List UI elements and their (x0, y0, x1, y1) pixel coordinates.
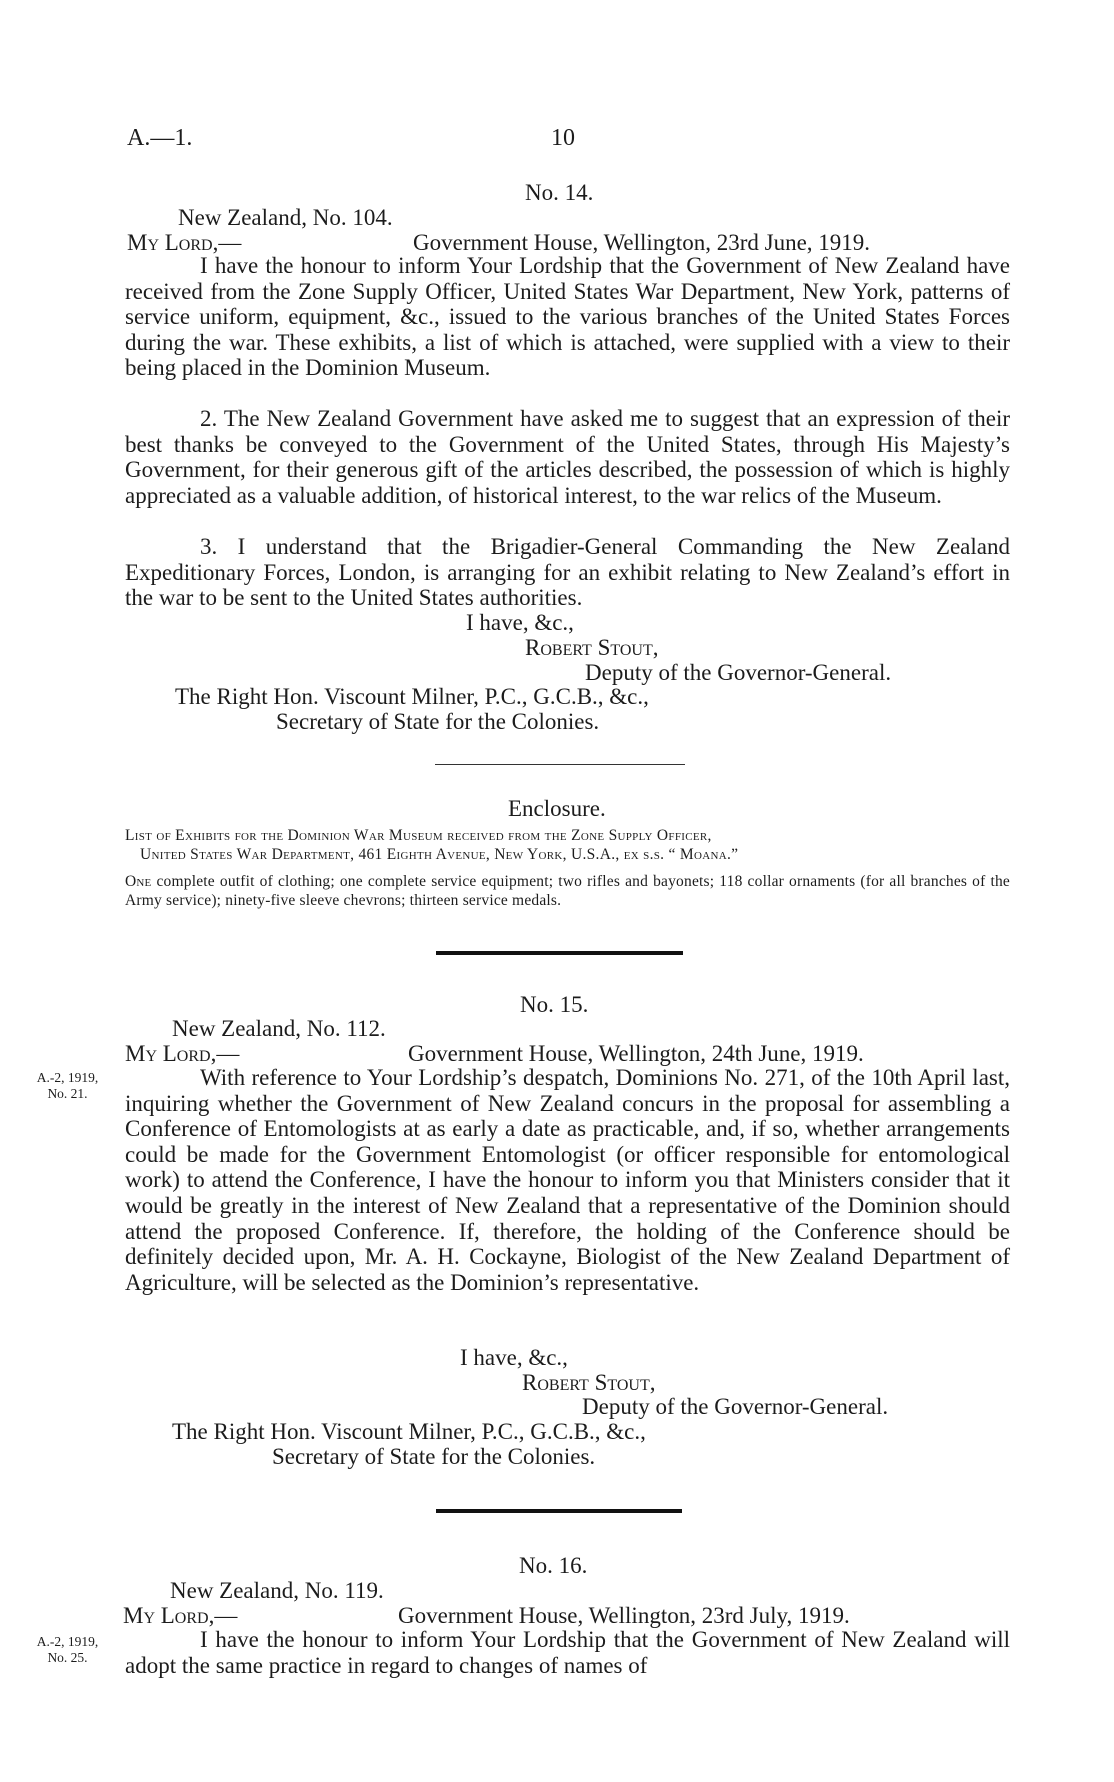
letter-paragraph: 2. The New Zealand Government have asked me to suggest that an expression of their best thanks be conveyed to the Government of the United States, through His Majesty’s Government, for their generous gift of the articles described, the possession of which is highly appreciated as a valuable addition, of historical interest, to the war relics of the Museum. (125, 406, 1010, 508)
enclosure-body-lead: One (125, 873, 152, 890)
letter-paragraph: I have the honour to inform Your Lordship that the Government of New Zealand have received from the Zone Supply Officer, United States War Department, New York, patterns of service uniform, equipment, &c., issued to the various branches of the United States Forces during the war. These exhibits, a list of which is attached, were supplied with a view to their being placed in the Dominion Museum. (125, 253, 1010, 381)
closing: I have, &c., (466, 610, 574, 635)
place-date: Government House, Wellington, 23rd July, 1919. (398, 1603, 850, 1628)
enclosure-title-line: United States War Department, 461 Eighth Avenue, New York, U.S.A., ex s.s. “ Moana.” (140, 846, 739, 863)
addressee-title: Secretary of State for the Colonies. (272, 1444, 596, 1469)
letter-number: No. 15. (520, 992, 589, 1017)
letter-paragraph: I have the honour to inform Your Lordship that the Government of New Zealand will adopt the same practice in regard to changes of names of (125, 1627, 1010, 1678)
salutation: My Lord,— (125, 1041, 240, 1066)
letter-reference: New Zealand, No. 119. (170, 1578, 384, 1603)
addressee: The Right Hon. Viscount Milner, P.C., G.C.B., &c., (172, 1419, 646, 1444)
margin-reference-line: A.-2, 1919, (36, 1634, 99, 1649)
letter-paragraph: With reference to Your Lordship’s despatch, Dominions No. 271, of the 10th April last, inquiring whether the Government of New Zealand concurs in the proposal for assembling a Conference of Entomologists at as early a date as practicable, and, if so, whether arrangements could be made for the Government Entomologist (or officer responsible for entomological work) to attend the Conference, I have the honour to inform you that Ministers consider that it would be greatly in the interest of New Zealand that a representative of the Dominion should attend the proposed Conference. If, therefore, the holding of the Conference should be definitely decided upon, Mr. A. H. Cockayne, Biologist of the New Zealand Department of Agriculture, will be selected as the Dominion’s representative. (125, 1065, 1010, 1295)
enclosure-title-line: List of Exhibits for the Dominion War Museum received from the Zone Supply Officer, (125, 827, 712, 844)
signer-title: Deputy of the Governor-General. (582, 1394, 889, 1419)
letter-reference: New Zealand, No. 104. (178, 205, 393, 230)
place-date: Government House, Wellington, 24th June, 1919. (408, 1041, 864, 1066)
closing: I have, &c., (460, 1345, 568, 1370)
letter-paragraph: 3. I understand that the Brigadier-General Commanding the New Zealand Expeditionary Forces, London, is arranging for an exhibit relating to New Zealand’s effort in the war to be sent to the United States authorities. (125, 534, 1010, 611)
addressee: The Right Hon. Viscount Milner, P.C., G.C.B., &c., (175, 684, 649, 709)
margin-reference-line: No. 21. (47, 1086, 88, 1101)
document-reference: A.—1. (127, 125, 193, 151)
salutation: My Lord,— (127, 230, 242, 255)
section-divider (436, 951, 683, 955)
enclosure-body (125, 872, 1010, 910)
margin-reference (20, 1070, 115, 1102)
addressee-title: Secretary of State for the Colonies. (276, 709, 600, 734)
margin-reference-line: A.-2, 1919, (36, 1070, 99, 1085)
enclosure-body-text: complete outfit of clothing; one complete service equipment; two rifles and bayonets; 118 collar ornaments (for all branches of the Army service); ninety-five sleeve chevrons; thirteen service medals. (125, 873, 1011, 909)
section-divider (435, 764, 685, 765)
signature: Robert Stout, (525, 635, 659, 660)
page-number: 10 (551, 125, 575, 151)
margin-reference-line: No. 25. (47, 1650, 88, 1665)
signature: Robert Stout, (522, 1370, 656, 1395)
letter-number: No. 16. (519, 1553, 588, 1578)
letter-number: No. 14. (525, 180, 594, 205)
place-date: Government House, Wellington, 23rd June, 1919. (413, 230, 871, 255)
letter-reference: New Zealand, No. 112. (172, 1016, 386, 1041)
margin-reference (20, 1634, 115, 1666)
enclosure-heading: Enclosure. (508, 796, 606, 821)
salutation: My Lord,— (123, 1603, 238, 1628)
section-divider (436, 1509, 682, 1513)
signer-title: Deputy of the Governor-General. (585, 660, 892, 685)
